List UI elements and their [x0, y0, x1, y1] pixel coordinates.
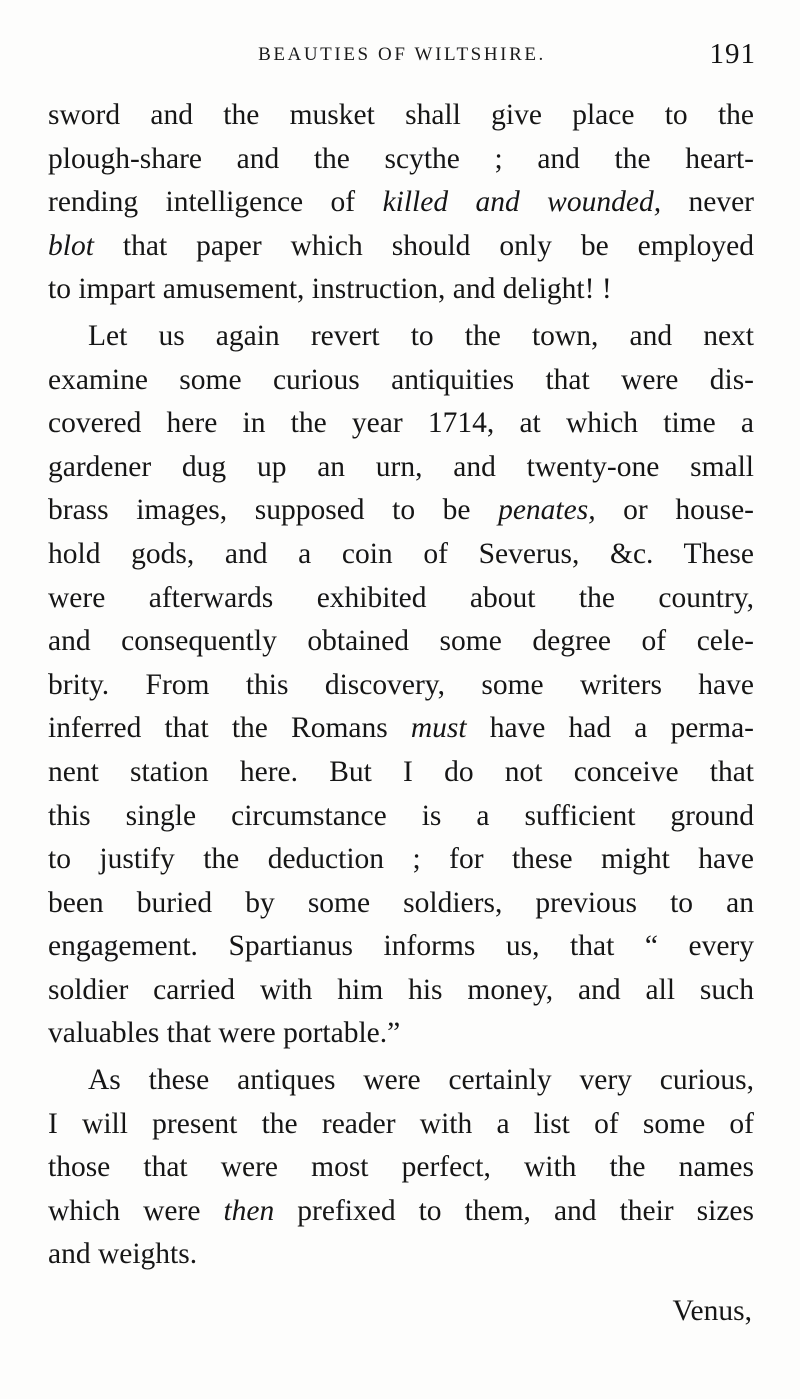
- text-line: engagement. Spartianus informs us, that “ every: [48, 930, 754, 963]
- text-line: inferred that the Romans must have had a perma-: [48, 712, 754, 745]
- text-line: sword and the musket shall give place to the: [48, 99, 754, 131]
- text-line: and weights.: [48, 1238, 198, 1271]
- text-line: brass images, supposed to be penates, or house-: [48, 494, 754, 527]
- paragraph: [48, 94, 754, 312]
- text-line: been buried by some soldiers, previous to an: [48, 886, 754, 919]
- text-line: hold gods, and a coin of Severus, &c. These: [48, 537, 754, 570]
- italic-text: blot: [48, 229, 94, 262]
- text-line: covered here in the year 1714, at which time a: [48, 407, 754, 440]
- italic-text: then: [223, 1194, 275, 1227]
- text-line: gardener dug up an urn, and twenty-one small: [48, 450, 754, 483]
- text-line: and consequently obtained some degree of cele-: [48, 625, 754, 658]
- text-line: nent station here. But I do not conceive that: [48, 755, 754, 788]
- text-line: As these antiques were certainly very curious,: [88, 1064, 754, 1097]
- running-title: BEAUTIES OF WILTSHIRE.: [258, 44, 546, 65]
- text-line: this single circumstance is a sufficient ground: [48, 799, 754, 832]
- paragraph: [48, 1059, 754, 1277]
- catchword: Venus,: [672, 1295, 752, 1327]
- text-line: brity. From this discovery, some writers have: [48, 668, 754, 701]
- text-line: soldier carried with him his money, and all such: [48, 973, 754, 1006]
- page-number: 191: [709, 38, 756, 70]
- text-line: blot that paper which should only be employed: [48, 229, 754, 262]
- running-head: [46, 38, 758, 78]
- text-line: which were then prefixed to them, and their sizes: [48, 1194, 754, 1227]
- italic-text: must: [410, 712, 467, 745]
- text-line: examine some curious antiquities that were dis-: [48, 363, 754, 396]
- italic-text: killed and wounded,: [382, 186, 662, 219]
- text-line: Let us again revert to the town, and next: [88, 319, 754, 352]
- body-text: [48, 94, 754, 1277]
- italic-text: penates,: [498, 494, 596, 527]
- text-line: to justify the deduction ; for these might have: [48, 843, 754, 876]
- paragraph: [48, 315, 754, 1056]
- text-line: valuables that were portable.”: [48, 1017, 401, 1050]
- text-line: to impart amusement, instruction, and delight! !: [48, 273, 612, 306]
- text-line: plough-share and the scythe ; and the heart-: [48, 142, 754, 175]
- text-line: those that were most perfect, with the names: [48, 1151, 754, 1184]
- text-line: rending intelligence of killed and wounded, never: [48, 186, 755, 219]
- text-line: I will present the reader with a list of some of: [48, 1107, 754, 1140]
- text-line: were afterwards exhibited about the country,: [48, 581, 754, 614]
